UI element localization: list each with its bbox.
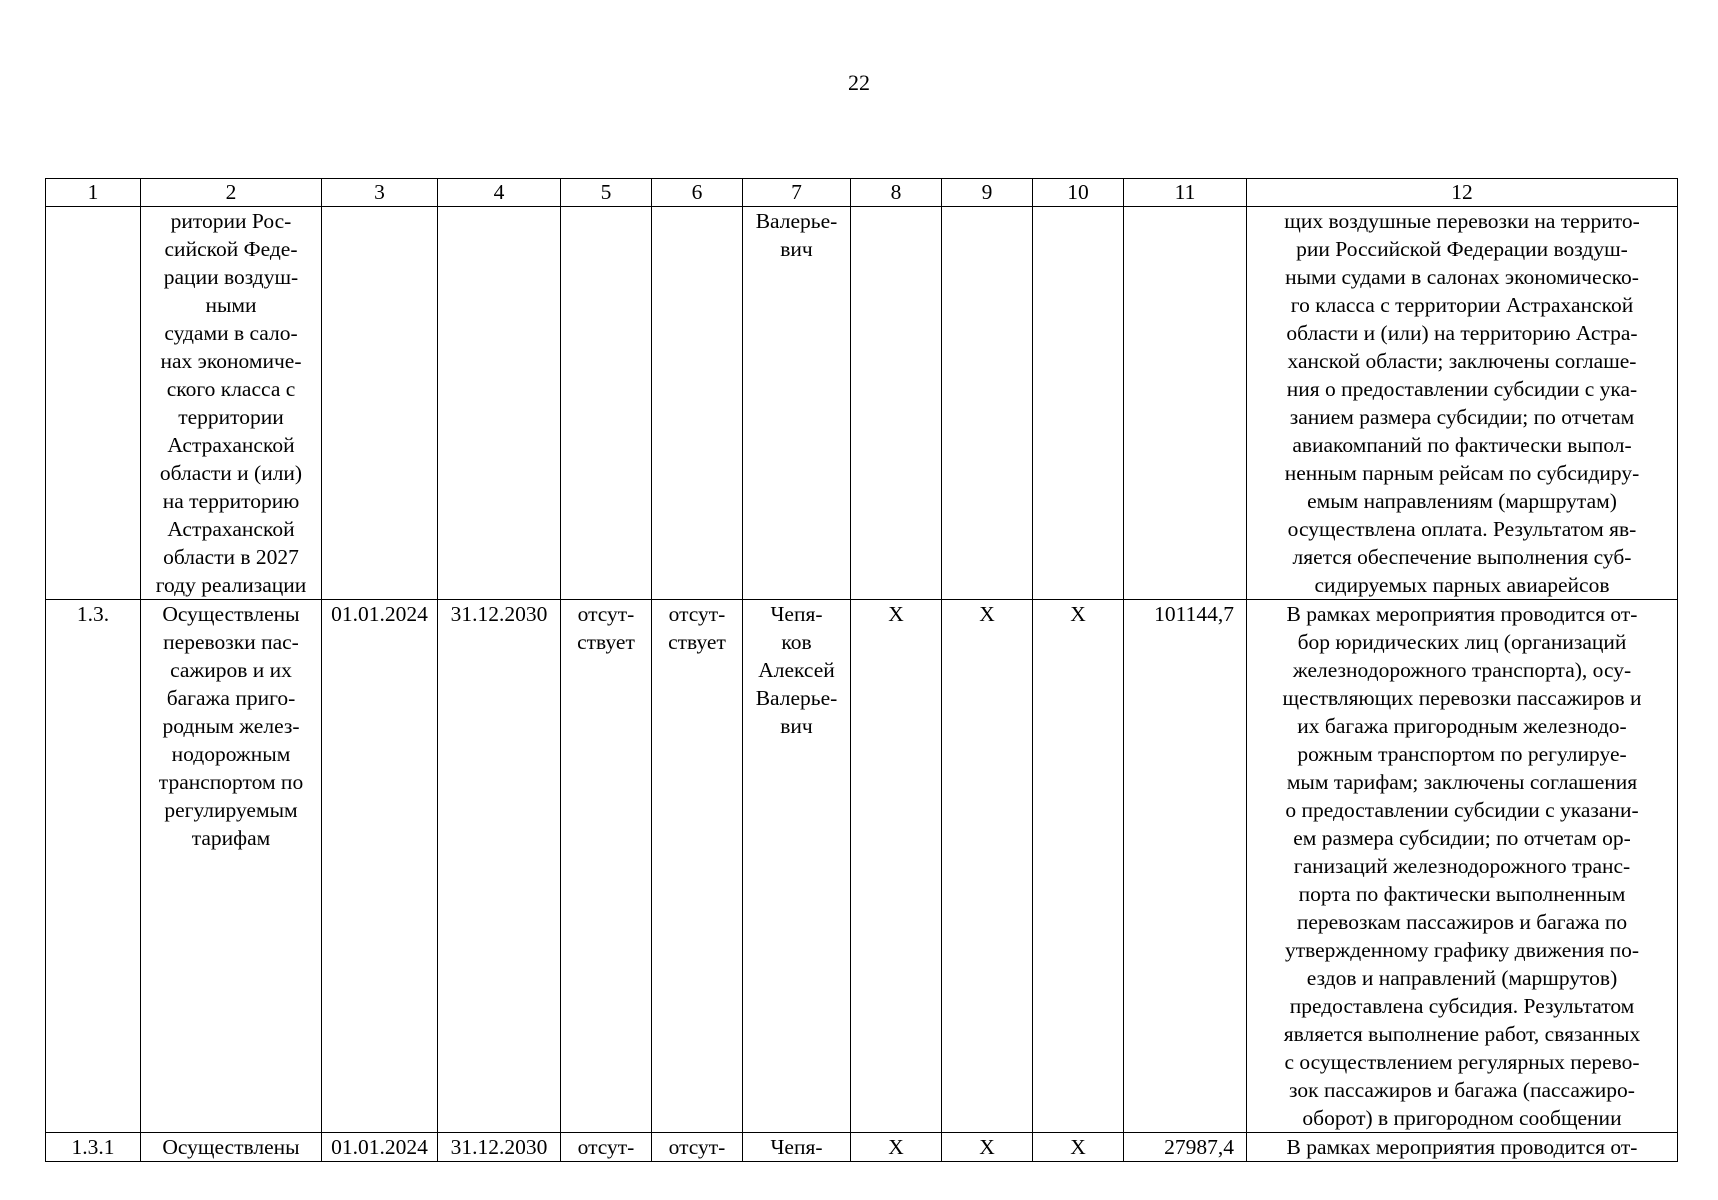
col-header-8: 8: [851, 179, 942, 207]
text-line: оборот) в пригородном сообщении: [1302, 1106, 1622, 1130]
cell-start-date: 01.01.2024: [322, 1133, 438, 1162]
cell-col9: Х: [942, 600, 1033, 1133]
col-header-4: 4: [438, 179, 561, 207]
table-row-1-3-1: [46, 1133, 1678, 1162]
cell-col6: [652, 207, 743, 600]
table-row-continuation: [46, 207, 1678, 600]
cell-end-date: 31.12.2030: [438, 600, 561, 1133]
cell-description: [1247, 600, 1678, 1133]
text-line: занием размера субсидии; по отчетам: [1289, 405, 1635, 429]
table-row-1-3: [46, 600, 1678, 1133]
col-header-10: 10: [1033, 179, 1124, 207]
text-line: территории: [178, 405, 284, 429]
text-line: ритории Рос-: [170, 209, 292, 233]
cell-col10: [1033, 207, 1124, 600]
text-line: транспортом по: [158, 770, 304, 794]
cell-col10: Х: [1033, 1133, 1124, 1162]
text-line: бор юридических лиц (организаций: [1297, 630, 1627, 654]
cell-number: 1.3.: [46, 600, 141, 1133]
text-line: емым направлениям (маршрутам): [1307, 489, 1617, 513]
cell-responsible: [743, 600, 851, 1133]
text-line: перевозки пас-: [163, 630, 299, 654]
text-line: перевозкам пассажиров и багажа по: [1296, 910, 1628, 934]
text-line: сажиров и их: [170, 658, 292, 682]
cell-col10: Х: [1033, 600, 1124, 1133]
column-number-row: [46, 179, 1678, 207]
cell-col9: [942, 207, 1033, 600]
cell-col6: [652, 600, 743, 1133]
text-line: багажа приго-: [166, 686, 296, 710]
text-line: рожным транспортом по регулируе-: [1297, 742, 1627, 766]
text-line: зок пассажиров и багажа (пассажиро-: [1289, 1078, 1635, 1102]
text-line: ния о предоставлении субсидии с ука-: [1286, 377, 1638, 401]
cell-col6: отсут-: [652, 1133, 743, 1162]
cell-col8: [851, 207, 942, 600]
text-line: го класса с территории Астраханской: [1290, 293, 1634, 317]
col-header-9: 9: [942, 179, 1033, 207]
text-line: судами в сало-: [164, 321, 298, 345]
text-line: о предоставлении субсидии с указани-: [1285, 798, 1639, 822]
text-line: является выполнение работ, связанных: [1283, 1022, 1641, 1046]
col-header-11: 11: [1124, 179, 1247, 207]
text-line: Осуществлены: [162, 602, 300, 626]
cell-description: В рамках мероприятия проводится от-: [1247, 1133, 1678, 1162]
text-line: ганизаций железнодорожного транс-: [1293, 854, 1631, 878]
text-line: щих воздушные перевозки на террито-: [1284, 209, 1640, 233]
text-line: тарифам: [191, 826, 271, 850]
text-line: ездов и направлений (маршрутов): [1306, 966, 1618, 990]
col-header-7: 7: [743, 179, 851, 207]
cell-number: 1.3.1: [46, 1133, 141, 1162]
cell-event-name: Осуществлены: [141, 1133, 322, 1162]
text-line: нодорожным: [171, 742, 291, 766]
col-header-12: 12: [1247, 179, 1678, 207]
cell-col5: [561, 207, 652, 600]
text-line: с осуществлением регулярных перево-: [1284, 1050, 1640, 1074]
text-line: ханской области; заключены соглаше-: [1287, 349, 1637, 373]
cell-number: [46, 207, 141, 600]
cell-amount: 101144,7: [1124, 600, 1247, 1133]
cell-col9: Х: [942, 1133, 1033, 1162]
cell-start-date: 01.01.2024: [322, 600, 438, 1133]
text-line: отсут-: [668, 602, 726, 626]
text-line: В рамках мероприятия проводится от-: [1286, 602, 1638, 626]
text-line: ствует: [668, 630, 726, 654]
program-events-table: [45, 178, 1678, 1162]
text-line: их багажа пригородным железнодо-: [1297, 714, 1627, 738]
cell-amount: 27987,4: [1124, 1133, 1247, 1162]
text-line: Чепя-: [770, 602, 823, 626]
text-line: железнодорожного транспорта), осу-: [1292, 658, 1632, 682]
text-line: нах экономиче-: [160, 349, 302, 373]
text-line: отсут-: [577, 602, 635, 626]
text-line: родным желез-: [162, 714, 300, 738]
text-line: ществляющих перевозки пассажиров и: [1282, 686, 1642, 710]
col-header-3: 3: [322, 179, 438, 207]
text-line: области в 2027: [163, 545, 299, 569]
text-line: вич: [780, 714, 813, 738]
text-line: осуществлена оплата. Результатом яв-: [1287, 517, 1637, 541]
cell-col8: Х: [851, 600, 942, 1133]
cell-amount: [1124, 207, 1247, 600]
cell-col8: Х: [851, 1133, 942, 1162]
cell-start-date: [322, 207, 438, 600]
text-line: мым тарифам; заключены соглашения: [1286, 770, 1638, 794]
text-line: ненным парным рейсам по субсидиру-: [1284, 461, 1640, 485]
text-line: на территорию: [162, 489, 300, 513]
text-line: ными судами в салонах экономическо-: [1285, 265, 1639, 289]
col-header-2: 2: [141, 179, 322, 207]
text-line: рии Российской Федерации воздуш-: [1296, 237, 1628, 261]
page-number: 22: [848, 70, 870, 95]
text-line: Валерье-: [755, 209, 838, 233]
text-line: Алексей: [758, 658, 835, 682]
cell-event-name: [141, 207, 322, 600]
text-line: ского класса с: [166, 377, 296, 401]
text-line: области и (или): [159, 461, 303, 485]
text-line: году реализации: [155, 573, 307, 597]
text-line: ствует: [577, 630, 635, 654]
text-line: предоставлена субсидия. Результатом: [1289, 994, 1635, 1018]
cell-description: [1247, 207, 1678, 600]
text-line: Астраханской: [167, 517, 295, 541]
text-line: ем размера субсидии; по отчетам ор-: [1293, 826, 1631, 850]
col-header-6: 6: [652, 179, 743, 207]
text-line: ляется обеспечение выполнения суб-: [1292, 545, 1632, 569]
text-line: сийской Феде-: [164, 237, 298, 261]
cell-end-date: [438, 207, 561, 600]
text-line: регулируемым: [164, 798, 298, 822]
cell-end-date: 31.12.2030: [438, 1133, 561, 1162]
text-line: Астраханской: [167, 433, 295, 457]
text-line: рации воздуш-: [163, 265, 299, 289]
text-line: утвержденному графику движения по-: [1284, 938, 1640, 962]
text-line: ными: [205, 293, 257, 317]
text-line: порта по фактически выполненным: [1298, 882, 1626, 906]
col-header-5: 5: [561, 179, 652, 207]
cell-col5: [561, 600, 652, 1133]
text-line: Валерье-: [755, 686, 838, 710]
text-line: авиакомпаний по фактически выпол-: [1292, 433, 1632, 457]
col-header-1: 1: [46, 179, 141, 207]
cell-col5: отсут-: [561, 1133, 652, 1162]
text-line: ков: [781, 630, 812, 654]
text-line: сидируемых парных авиарейсов: [1314, 573, 1610, 597]
cell-responsible: Чепя-: [743, 1133, 851, 1162]
text-line: области и (или) на территорию Астра-: [1286, 321, 1638, 345]
text-line: вич: [780, 237, 813, 261]
cell-event-name: [141, 600, 322, 1133]
cell-responsible: [743, 207, 851, 600]
